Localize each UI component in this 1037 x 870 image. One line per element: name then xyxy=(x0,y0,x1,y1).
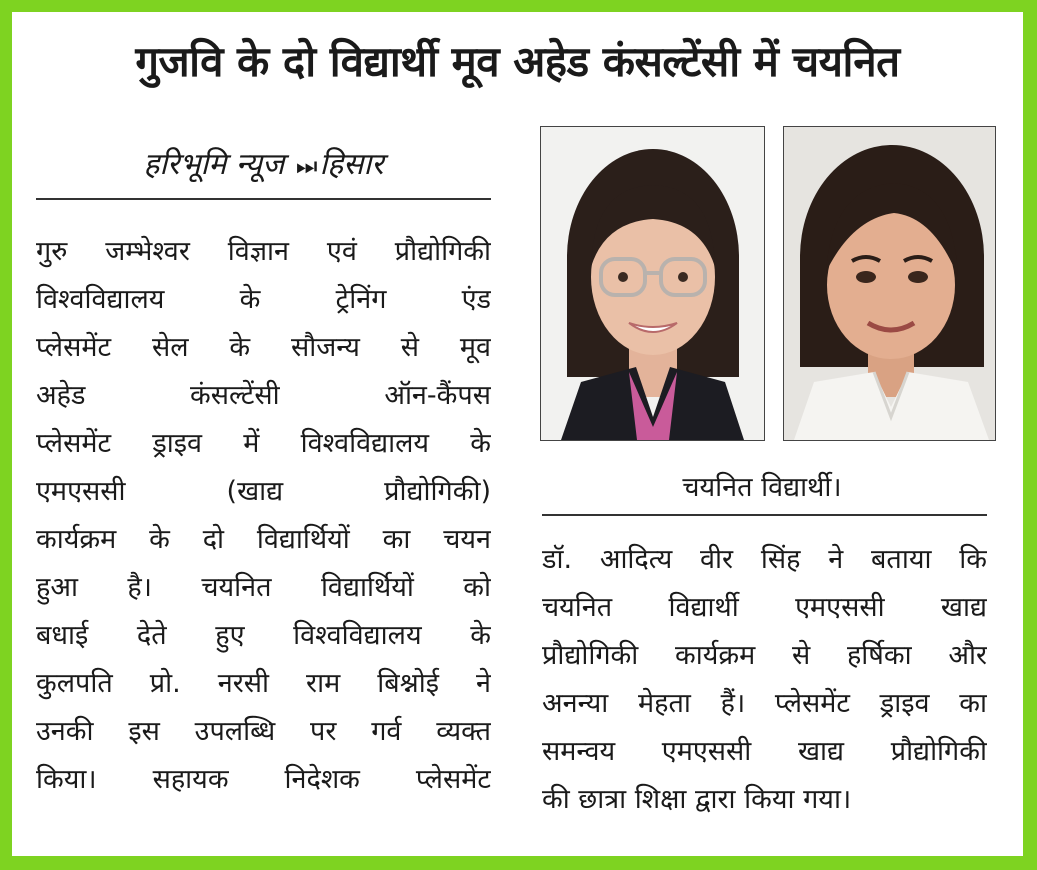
byline xyxy=(36,142,491,183)
right-column-line: समन्वय एमएससी खाद्य प्रौद्योगिकी xyxy=(542,736,987,767)
student-portrait-1 xyxy=(541,127,764,440)
student-portrait-2 xyxy=(784,127,995,440)
news-clipping xyxy=(12,12,1023,856)
left-column-line: उनकी इस उपलब्धि पर गर्व व्यक्त xyxy=(36,716,491,747)
left-column-line: प्लेसमेंट सेल के सौजन्य से मूव xyxy=(36,332,491,363)
caption-rule xyxy=(542,514,987,516)
student-photo-2 xyxy=(783,126,996,441)
left-column-line: किया। सहायक निदेशक प्लेसमेंट xyxy=(36,764,491,795)
photo-caption: चयनित विद्यार्थी। xyxy=(682,472,842,503)
left-column-line: एमएससी (खाद्य प्रौद्योगिकी) xyxy=(36,476,491,507)
left-column-line: विश्वविद्यालय के ट्रेनिंग एंड xyxy=(36,284,491,315)
fast-forward-icon: ⏭ xyxy=(295,152,318,180)
student-photo-1 xyxy=(540,126,765,441)
left-column-line: कुलपति प्रो. नरसी राम बिश्नोई ने xyxy=(36,668,491,699)
right-column-line: प्रौद्योगिकी कार्यक्रम से हर्षिका और xyxy=(542,640,987,671)
byline-rule xyxy=(36,198,491,200)
headline: गुजवि के दो विद्यार्थी मूव अहेड कंसल्टेंसी में चयनित xyxy=(135,37,900,86)
right-column-line: अनन्या मेहता हैं। प्लेसमेंट ड्राइव का xyxy=(542,688,987,719)
right-column xyxy=(542,536,987,824)
byline-place: हिसार xyxy=(319,147,384,182)
byline-source: हरिभूमि न्यूज xyxy=(143,147,285,182)
right-column-line: डॉ. आदित्य वीर सिंह ने बताया कि xyxy=(542,544,987,575)
left-column xyxy=(36,228,491,804)
left-column-line: कार्यक्रम के दो विद्यार्थियों का चयन xyxy=(36,524,491,555)
left-column-line: प्लेसमेंट ड्राइव में विश्वविद्यालय के xyxy=(36,428,491,459)
left-column-line: हुआ है। चयनित विद्यार्थियों को xyxy=(36,572,491,603)
left-column-line: बधाई देते हुए विश्वविद्यालय के xyxy=(36,620,491,651)
left-column-line: अहेड कंसल्टेंसी ऑन-कैंपस xyxy=(36,380,491,411)
left-column-line: गुरु जम्भेश्वर विज्ञान एवं प्रौद्योगिकी xyxy=(36,236,491,267)
right-column-line: की छात्रा शिक्षा द्वारा किया गया। xyxy=(542,784,852,815)
right-column-line: चयनित विद्यार्थी एमएससी खाद्य xyxy=(542,592,987,623)
